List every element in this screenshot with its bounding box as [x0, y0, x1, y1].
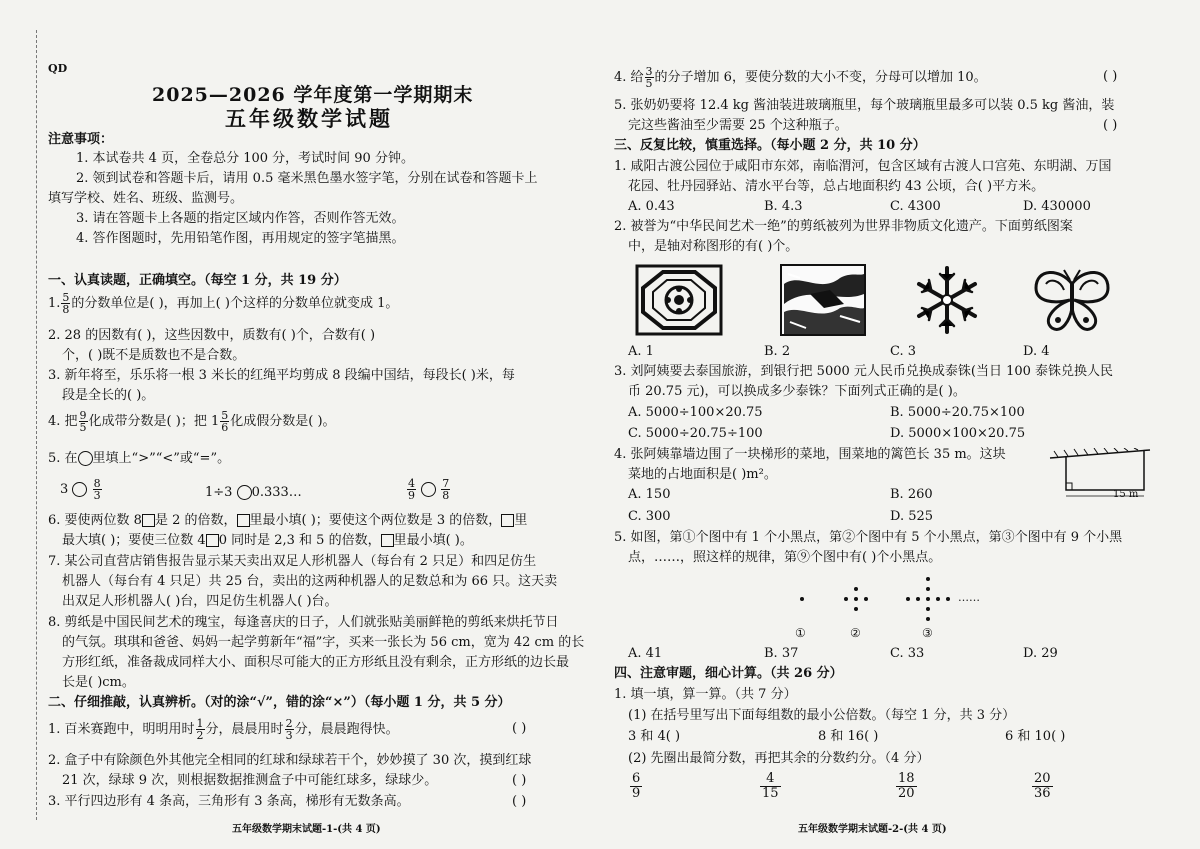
- fraction: $\frac{4}{9}$: [408, 477, 415, 502]
- lcm-item-2: 8 和 16( ): [818, 729, 879, 744]
- dot: [926, 607, 930, 611]
- blank-box-icon: [142, 514, 155, 527]
- answer-paren[interactable]: ( ): [1103, 118, 1118, 133]
- calc-1-part-2: (2) 先圈出最简分数，再把其余的分数约分。（4 分）: [628, 751, 930, 766]
- option-b[interactable]: B. 4.3: [764, 199, 803, 214]
- blank-box-icon: [501, 514, 514, 527]
- question-1-8-cont: 方形红纸，准备裁成同样大小、面积尽可能大的正方形纸且没有剩余，正方形纸的边长最: [62, 655, 570, 670]
- papercut-octagon-image: [635, 264, 723, 336]
- judge-1: 1. 百米赛跑中，明明用时 $\frac{1}{2}$ 分，晨晨用时 $\frac{2}{3}$ 分，晨晨跑得快。: [48, 717, 399, 742]
- choice-3: 3. 刘阿姨要去泰国旅游，到银行把 5000 元人民币兑换成泰铢(当日 100 泰铢兑换人民: [614, 364, 1114, 379]
- compare-item-1: 3 $\frac{8}{3}$: [60, 477, 101, 502]
- figure-label-2: ②: [850, 626, 861, 640]
- dot: [854, 607, 858, 611]
- question-1-8-cont: 长是( )cm。: [62, 675, 135, 690]
- question-1-4: 4. 把 $\frac{9}{5}$ 化成带分数是( )；把 1 $\frac{5}{6}$ 化成假分数是( )。: [48, 409, 336, 434]
- choice-4-cont: 菜地的占地面积是( )m²。: [628, 467, 777, 482]
- question-1-5: 5. 在 里填上“>”“<”或“=”。: [48, 451, 231, 466]
- judge-5-cont: 完这些酱油至少需要 25 个这种瓶子。: [628, 118, 848, 133]
- choice-4: 4. 张阿姨靠墙边围了一块梯形的菜地，围菜地的篱笆长 35 m。这块: [614, 447, 1006, 462]
- notice-item: 2. 领到试卷和答题卡后，请用 0.5 毫米黑色墨水签字笔，分别在试卷和答题卡上: [76, 171, 538, 186]
- exam-code: QD: [48, 62, 68, 75]
- dot: [844, 597, 848, 601]
- dot: [926, 597, 930, 601]
- section-3-heading: 三、反复比较，慎重选择。（每小题 2 分，共 10 分）: [614, 138, 926, 153]
- compare-item-3: [406, 478, 451, 501]
- dot: [926, 587, 930, 591]
- judge-2-cont: 21 次，绿球 9 次，则根据数据推测盒子中可能红球多，绿球少。: [62, 773, 438, 788]
- option-a[interactable]: A. 1: [628, 344, 654, 359]
- option-d[interactable]: D. 29: [1023, 646, 1058, 661]
- judge-2: 2. 盒子中有除颜色外其他完全相同的红球和绿球若干个，妙妙摸了 30 次，摸到红球: [48, 753, 532, 768]
- option-b[interactable]: B. 5000÷20.75×100: [890, 405, 1025, 420]
- dot: [916, 597, 920, 601]
- question-1-7-cont: 出双足人形机器人( )台，四足仿生机器人( )台。: [62, 594, 338, 609]
- fraction: $\frac{7}{8}$: [442, 477, 450, 502]
- lcm-item-3: 6 和 10( ): [1005, 729, 1066, 744]
- notice-item: 3. 请在答题卡上各题的指定区域内作答，否则作答无效。: [76, 211, 405, 226]
- exam-title-line1: 2025—2026 学年度第一学期期末: [152, 84, 474, 106]
- question-1-1: 1. $\frac{5}{8}$ 的分数单位是( )，再加上( )个这样的分数单位就变成 1。: [48, 291, 399, 316]
- compare-circle-icon: [421, 482, 436, 497]
- figure-label-1: ①: [795, 626, 806, 640]
- section-4-heading: 四、注意审题，细心计算。（共 26 分）: [614, 666, 843, 681]
- papercut-snowflake-image: [912, 264, 982, 336]
- fraction: $\frac{8}{3}$: [93, 477, 101, 502]
- blank-box-icon: [237, 514, 250, 527]
- option-c[interactable]: C. 4300: [890, 199, 941, 214]
- question-1-6: 6. 要使两位数 8 是 2 的倍数， 里最小填( )；要使这个两位数是 3 的倍数， 里: [48, 513, 528, 528]
- option-d[interactable]: D. 430000: [1023, 199, 1091, 214]
- question-1-3: 3. 新年将至，乐乐将一根 3 米长的红绳平均剪成 8 段编中国结，每段长( )米，每: [48, 368, 515, 383]
- exam-page-2: [600, 0, 1200, 849]
- compare-circle-icon: [237, 485, 252, 500]
- dot: [854, 597, 858, 601]
- fraction: $\frac{3}{5}$: [645, 65, 653, 90]
- notice-item: 填写学校、姓名、班级、监测号。: [48, 191, 244, 206]
- answer-paren[interactable]: ( ): [512, 794, 527, 809]
- section-2-heading: 二、仔细推敲，认真辨析。（对的涂“√”，错的涂“×”）（每小题 1 分，共 5 分）: [48, 695, 511, 710]
- page-footer: 五年级数学期末试题-2-(共 4 页): [798, 824, 947, 835]
- question-1-6-cont: 最大填( )；要使三位数 4 0 同时是 2,3 和 5 的倍数， 里最小填( )。: [62, 533, 473, 548]
- option-c[interactable]: C. 300: [628, 509, 671, 524]
- answer-paren[interactable]: ( ): [1103, 69, 1118, 84]
- blank-box-icon: [206, 534, 219, 547]
- choice-1-cont: 花园、牡丹园驿站、清水平台等，总占地面积约 43 公顷，合( )平方米。: [628, 179, 1045, 194]
- simplify-fraction-3[interactable]: $\frac{18}{20}$: [898, 771, 915, 801]
- choice-2-cont: 中，是轴对称图形的有( )个。: [628, 239, 799, 254]
- simplify-fraction-1[interactable]: $\frac{6}{9}$: [632, 771, 641, 801]
- dot: [864, 597, 868, 601]
- option-a[interactable]: A. 0.43: [628, 199, 675, 214]
- option-d[interactable]: D. 525: [890, 509, 934, 524]
- question-1-7-cont: 机器人（每台有 4 只足）共 25 台，卖出的这两种机器人的足数总和为 66 只。这天卖: [62, 574, 558, 589]
- option-c[interactable]: C. 5000÷20.75÷100: [628, 426, 763, 441]
- option-d[interactable]: D. 5000×100×20.75: [890, 426, 1026, 441]
- dot: [800, 597, 804, 601]
- figure-label-3: ③: [922, 626, 933, 640]
- option-d[interactable]: D. 4: [1023, 344, 1050, 359]
- option-b[interactable]: B. 2: [764, 344, 791, 359]
- option-b[interactable]: B. 260: [890, 487, 933, 502]
- choice-5: 5. 如图，第①个图中有 1 个小黑点，第②个图中有 5 个小黑点，第③个图中有 9 个小黑: [614, 530, 1123, 545]
- question-1-2: 2. 28 的因数有( )，这些因数中，质数有( )个，合数有( ): [48, 328, 376, 343]
- judge-5: 5. 张奶奶要将 12.4 kg 酱油装进玻璃瓶里，每个玻璃瓶里最多可以装 0.5 kg 酱油，装: [614, 98, 1115, 113]
- fraction: $\frac{2}{3}$: [285, 717, 293, 742]
- question-1-8-cont: 的气氛。琪琪和爸爸、妈妈一起学剪新年“福”字，买来一张长为 56 cm，宽为 42 cm 的长: [62, 635, 585, 650]
- simplify-fraction-4[interactable]: $\frac{20}{36}$: [1034, 771, 1051, 801]
- choice-1: 1. 咸阳古渡公园位于咸阳市东郊，南临渭河，包含区域有古渡人口宫苑、东明湖、万国: [614, 159, 1112, 174]
- compare-item-2: 1÷3 0.333…: [205, 485, 302, 500]
- question-1-7: 7. 某公司直营店销售报告显示某天卖出双足人形机器人（每台有 2 只足）和四足仿生: [48, 554, 537, 569]
- simplify-fraction-2[interactable]: $\frac{4}{15}$: [762, 771, 779, 801]
- section-1-heading: 一、认真读题，正确填空。（每空 1 分，共 19 分）: [48, 273, 347, 288]
- dot: [854, 587, 858, 591]
- answer-paren[interactable]: ( ): [512, 721, 527, 736]
- fraction: $\frac{5}{6}$: [221, 409, 229, 434]
- notice-item: 1. 本试卷共 4 页，全卷总分 100 分，考试时间 90 分钟。: [76, 151, 414, 166]
- choice-5-cont: 点，……，照这样的规律，第⑨个图中有( )个小黑点。: [628, 550, 942, 565]
- judge-3: 3. 平行四边形有 4 条高，三角形有 3 条高，梯形有无数条高。: [48, 794, 410, 809]
- notice-heading: 注意事项：: [48, 132, 114, 147]
- option-b[interactable]: B. 37: [764, 646, 799, 661]
- papercut-butterfly-image: [1030, 264, 1114, 336]
- option-a[interactable]: A. 5000÷100×20.75: [628, 405, 763, 420]
- page-footer: 五年级数学期末试题-1-(共 4 页): [232, 824, 381, 835]
- question-1-3-cont: 段是全长的( )。: [62, 388, 155, 403]
- fraction: $\frac{5}{8}$: [62, 291, 70, 316]
- dot: [906, 597, 910, 601]
- option-c[interactable]: C. 3: [890, 344, 917, 359]
- choice-3-cont: 币 20.75 元)，可以换成多少泰铢？下面列式正确的是( )。: [628, 384, 966, 399]
- fraction: $\frac{1}{2}$: [196, 717, 204, 742]
- papercut-landscape-image: [780, 264, 866, 336]
- dot: [936, 597, 940, 601]
- question-1-8: 8. 剪纸是中国民间艺术的瑰宝，每逢喜庆的日子，人们就张贴美丽鲜艳的剪纸来烘托节日: [48, 615, 559, 630]
- judge-4: 4. 给 $\frac{3}{5}$ 的分子增加 6，要使分数的大小不变，分母可以增加 10。: [614, 65, 987, 90]
- option-a[interactable]: A. 41: [628, 646, 663, 661]
- blank-box-icon: [381, 534, 394, 547]
- fraction: $\frac{9}{5}$: [79, 409, 87, 434]
- dot-pattern-ellipsis: ……: [958, 591, 980, 604]
- answer-paren[interactable]: ( ): [512, 773, 527, 788]
- option-a[interactable]: A. 150: [628, 487, 671, 502]
- question-1-2-cont: 个，( )既不是质数也不是合数。: [62, 348, 246, 363]
- dot: [926, 577, 930, 581]
- choice-2: 2. 被誉为“中华民间艺术一绝”的剪纸被列为世界非物质文化遗产。下面剪纸图案: [614, 219, 1073, 234]
- binding-margin: [20, 30, 37, 820]
- figure-dimension-label: 15 m: [1113, 489, 1139, 500]
- dot: [926, 617, 930, 621]
- notice-item: 4. 答作图题时，先用铅笔作图，再用规定的签字笔描黑。: [76, 231, 405, 246]
- dot: [946, 597, 950, 601]
- calc-1: 1. 填一填，算一算。（共 7 分）: [614, 687, 797, 702]
- compare-circle-icon: [72, 482, 87, 497]
- compare-circle-icon: [78, 451, 93, 466]
- option-c[interactable]: C. 33: [890, 646, 925, 661]
- calc-1-part-1: (1) 在括号里写出下面每组数的最小公倍数。（每空 1 分，共 3 分）: [628, 708, 1016, 723]
- lcm-item-1: 3 和 4( ): [628, 729, 681, 744]
- exam-title-line2: 五年级数学试题: [225, 106, 393, 131]
